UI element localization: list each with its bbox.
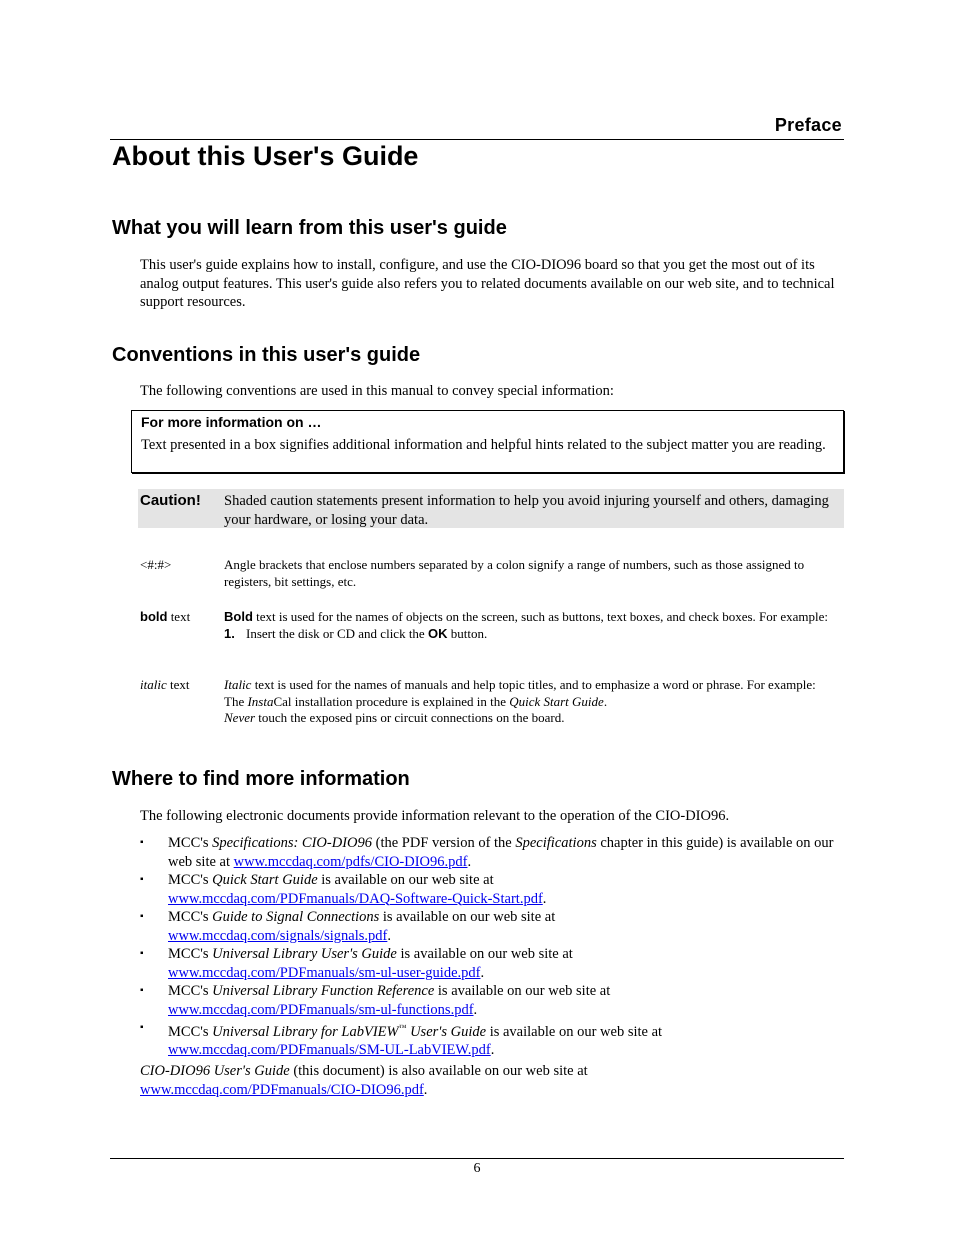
caution-body: Shaded caution statements present information to help you avoid injuring yourself and others, damaging your hardware, or losing your data. bbox=[224, 493, 829, 528]
item-pre: MCC's bbox=[168, 946, 213, 962]
label-bold-rest: text bbox=[167, 609, 191, 624]
desc-bold-word: Bold bbox=[224, 609, 253, 624]
closing-paragraph bbox=[140, 1062, 845, 1099]
ul-functions-link[interactable]: www.mccdaq.com/PDFmanuals/sm-ul-functions.pdf bbox=[168, 1001, 474, 1018]
labview-link[interactable]: www.mccdaq.com/PDFmanuals/SM-UL-LabVIEW.pdf bbox=[168, 1042, 491, 1059]
item-title: Specifications: CIO-DIO96 bbox=[212, 835, 372, 851]
example-ok: OK bbox=[427, 625, 448, 641]
section-label: Preface bbox=[774, 115, 842, 135]
italic-example-1 bbox=[224, 694, 844, 711]
item-post: . bbox=[490, 1042, 495, 1059]
item-post: . bbox=[467, 853, 472, 870]
item-title: Quick Start Guide bbox=[212, 872, 318, 888]
item-title: Universal Library for LabVIEW bbox=[212, 1023, 399, 1040]
item-post: . bbox=[387, 927, 391, 944]
conventions-intro: The following conventions are used in this manual to convey special information: bbox=[140, 383, 614, 399]
spec-link[interactable]: www.mccdaq.com/pdfs/CIO-DIO96.pdf bbox=[233, 853, 468, 870]
learn-body: This user's guide explains how to install, configure, and use the CIO-DIO96 board so that you get the most out of its analog output features. This user's guide also refers you to related documents available on our web site, and to technical support resources. bbox=[140, 257, 835, 310]
item-mid: is available on our web site at bbox=[317, 872, 494, 888]
trademark-symbol: ™ bbox=[398, 1023, 407, 1032]
item-mid-2: chapter in this guide) is available on our web site at bbox=[168, 835, 834, 870]
item-mid: is available on our web site at bbox=[396, 946, 573, 962]
italic-example-2 bbox=[224, 710, 844, 727]
item-post: . bbox=[542, 890, 547, 907]
convention-desc-italic bbox=[224, 677, 844, 727]
example-pre: Insert the disk or CD and click the bbox=[246, 625, 428, 641]
convention-label-bold bbox=[140, 609, 190, 626]
ul-user-guide-link[interactable]: www.mccdaq.com/PDFmanuals/sm-ul-user-guide.pdf bbox=[168, 964, 481, 981]
document-list bbox=[140, 834, 845, 1060]
list-item bbox=[140, 871, 845, 908]
convention-label-italic bbox=[140, 677, 189, 694]
label-bold-word: bold bbox=[140, 609, 168, 624]
list-item bbox=[140, 945, 845, 982]
more-intro: The following electronic documents provide information relevant to the operation of the CIO-DIO96. bbox=[140, 808, 730, 824]
item-pre: MCC's bbox=[168, 983, 213, 999]
heading-conventions: Conventions in this user's guide bbox=[112, 344, 421, 366]
info-box-title: For more information on … bbox=[141, 414, 322, 430]
bold-example bbox=[224, 626, 844, 643]
info-box-body: Text presented in a box signifies additional information and helpful hints related to the subject matter you are reading. bbox=[141, 437, 826, 453]
page-number: 6 bbox=[473, 1161, 481, 1176]
list-item bbox=[140, 982, 845, 1019]
list-item bbox=[140, 908, 845, 945]
convention-label-angle: <#:#> bbox=[140, 557, 172, 572]
label-italic-rest: text bbox=[166, 677, 190, 692]
caution-label: Caution! bbox=[140, 492, 201, 509]
list-item bbox=[140, 834, 845, 871]
item-mid: is available on our web site at bbox=[486, 1023, 663, 1040]
footer-rule bbox=[110, 1158, 844, 1159]
example-post: button. bbox=[447, 625, 488, 641]
item-mid: (the PDF version of the bbox=[372, 835, 516, 851]
ex1-c: Cal installation procedure is explained in the bbox=[273, 693, 510, 709]
header-rule bbox=[110, 139, 844, 140]
desc-italic-rest: text is used for the names of manuals and help topic titles, and to emphasize a word or phrase. For example: bbox=[251, 677, 816, 692]
item-pre: MCC's bbox=[168, 872, 213, 888]
ex1-e: . bbox=[603, 693, 608, 709]
closing-title: CIO-DIO96 User's Guide bbox=[140, 1063, 290, 1079]
caution-box bbox=[138, 489, 844, 528]
bullet-icon: ▪ bbox=[140, 948, 144, 959]
info-box bbox=[131, 410, 844, 473]
bullet-icon: ▪ bbox=[140, 837, 144, 848]
closing-post: . bbox=[423, 1081, 428, 1098]
ex2-a: Never bbox=[224, 710, 256, 725]
heading-learn: What you will learn from this user's guide bbox=[112, 217, 507, 239]
ex1-a: The bbox=[224, 693, 248, 709]
label-italic-word: italic bbox=[140, 677, 167, 692]
convention-desc-bold bbox=[224, 609, 844, 642]
bullet-icon: ▪ bbox=[140, 1022, 144, 1033]
item-post: . bbox=[473, 1001, 478, 1018]
example-number: 1. bbox=[224, 625, 235, 641]
ex1-b: Insta bbox=[247, 693, 274, 709]
item-title: Guide to Signal Connections bbox=[212, 909, 380, 925]
page-title: About this User's Guide bbox=[112, 141, 419, 171]
item-pre: MCC's bbox=[168, 835, 213, 851]
item-pre: MCC's bbox=[168, 1023, 213, 1040]
ex1-d: Quick Start Guide bbox=[509, 693, 604, 709]
user-guide-link[interactable]: www.mccdaq.com/PDFmanuals/CIO-DIO96.pdf bbox=[140, 1081, 424, 1098]
quick-start-link[interactable]: www.mccdaq.com/PDFmanuals/DAQ-Software-Quick-Start.pdf bbox=[168, 890, 543, 907]
item-title-2: Specifications bbox=[515, 835, 597, 851]
desc-italic-word: Italic bbox=[224, 677, 252, 692]
closing-mid: (this document) is also available on our web site at bbox=[289, 1063, 588, 1079]
item-mid: is available on our web site at bbox=[379, 909, 556, 925]
item-title: Universal Library User's Guide bbox=[212, 946, 397, 962]
item-title: Universal Library Function Reference bbox=[212, 983, 435, 999]
bullet-icon: ▪ bbox=[140, 874, 144, 885]
item-pre: MCC's bbox=[168, 909, 213, 925]
desc-bold-rest: text is used for the names of objects on the screen, such as buttons, text boxes, and check boxes. For example: bbox=[252, 609, 828, 624]
item-post: . bbox=[480, 964, 485, 981]
signals-link[interactable]: www.mccdaq.com/signals/signals.pdf bbox=[168, 927, 388, 944]
convention-desc-angle: Angle brackets that enclose numbers separated by a colon signify a range of numbers, such as those assigned to registers, bit settings, etc. bbox=[224, 557, 805, 589]
item-mid: is available on our web site at bbox=[434, 983, 611, 999]
list-item bbox=[140, 1019, 845, 1060]
bullet-icon: ▪ bbox=[140, 911, 144, 922]
item-title-b: User's Guide bbox=[406, 1023, 487, 1040]
ex2-b: touch the exposed pins or circuit connections on the board. bbox=[255, 710, 565, 725]
bullet-icon: ▪ bbox=[140, 985, 144, 996]
heading-more-info: Where to find more information bbox=[112, 768, 410, 790]
